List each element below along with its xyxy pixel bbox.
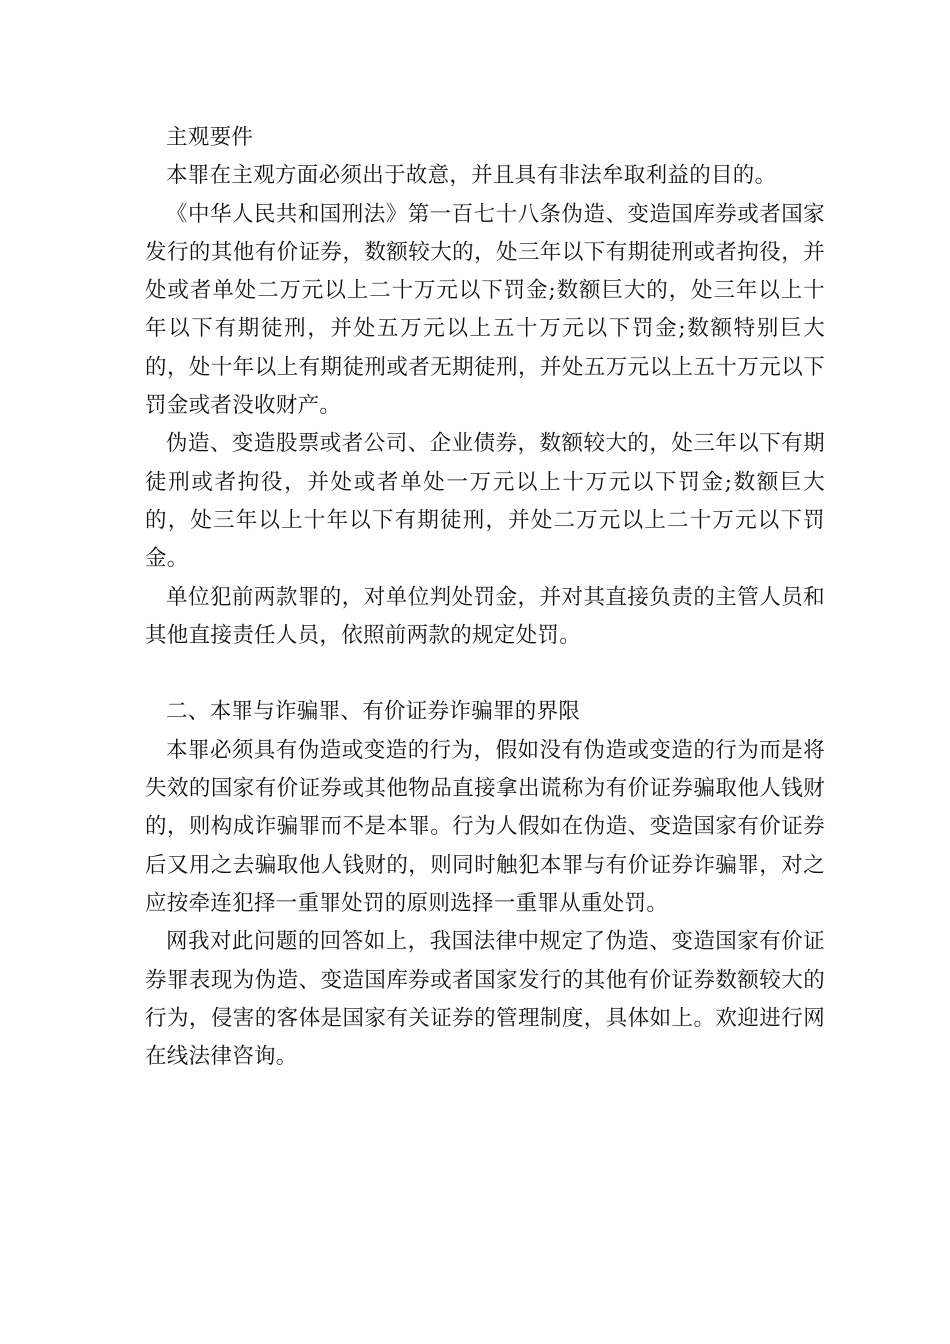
- heading-section-two: 二、本罪与诈骗罪、有价证券诈骗罪的界限: [166, 699, 581, 725]
- paragraph-subjective: 本罪在主观方面必须出于故意，并且具有非法牟取利益的目的。: [166, 163, 777, 189]
- paragraph-fraud-boundary: 本罪必须具有伪造或变造的行为，假如没有伪造或变造的行为而是将失效的国家有价证券或其他物品直接拿出谎称为有价证券骗取他人钱财的，则构成诈骗罪而不是本罪。行为人假如在伪造、变造国家有价证券后又用之去骗取他人钱财的，则同时触犯本罪与有价证券诈骗罪，对之应按牵连犯择一重罪处罚的原则选择一重罪从重处罚。: [145, 737, 825, 916]
- paragraph-unit-crime: 单位犯前两款罪的，对单位判处罚金，并对其直接负责的主管人员和其他直接责任人员，依照前两款的规定处罚。: [145, 584, 825, 648]
- heading-subjective-element: 主观要件: [166, 125, 254, 150]
- paragraph-criminal-law-article: 《中华人民共和国刑法》第一百七十八条伪造、变造国库券或者国家发行的其他有价证券，数额较大的，处三年以下有期徒刑或者拘役，并处或者单处二万元以上二十万元以下罚金;数额巨大的，处三年以上十年以下有期徒刑，并处五万元以上五十万元以下罚金;数额特别巨大的，处十年以上有期徒刑或者无期徒刑，并处五万元以上五十万元以下罚金或者没收财产。: [145, 201, 825, 419]
- paragraph-stocks-bonds: 伪造、变造股票或者公司、企业债券，数额较大的，处三年以下有期徒刑或者拘役，并处或者单处一万元以上十万元以下罚金;数额巨大的，处三年以上十年以下有期徒刑，并处二万元以上二十万元以下罚金。: [145, 431, 825, 572]
- document-body: [145, 119, 825, 1076]
- paragraph-spacer: [145, 655, 825, 693]
- paragraph-conclusion: 网我对此问题的回答如上，我国法律中规定了伪造、变造国家有价证券罪表现为伪造、变造国库券或者国家发行的其他有价证券数额较大的行为，侵害的客体是国家有关证券的管理制度，具体如上。欢迎进行网在线法律咨询。: [145, 929, 825, 1070]
